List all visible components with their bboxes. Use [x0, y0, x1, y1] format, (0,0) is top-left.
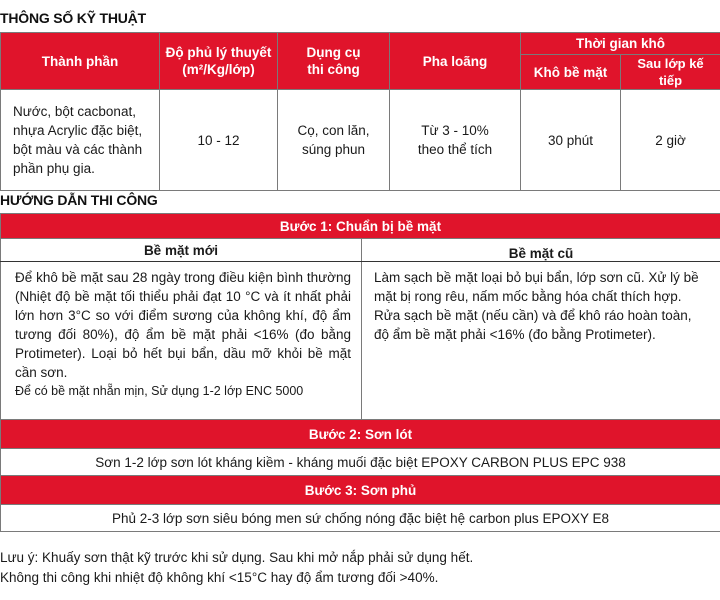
step3-text: Phủ 2-3 lớp sơn siêu bóng men sứ chống nóng đặc biệt hệ carbon plus EPOXY E8 [1, 505, 720, 532]
header-coverage: Độ phủ lý thuyết (m²/Kg/lớp) [160, 33, 278, 90]
header-surface-dry: Khô bề mặt [521, 55, 621, 90]
notes [0, 548, 720, 588]
note-line: Không thi công khi nhiệt độ không khí <15°C hay độ ẩm tương đối >40%. [0, 570, 439, 585]
cell-thinning: Từ 3 - 10% theo thể tích [390, 90, 521, 191]
new-surface-text: Để khô bề mặt sau 28 ngày trong điều kiện bình thường (Nhiệt độ bề mặt tối thiểu phải đạt 10 °C và ít nhất phải lớn hơn 3°C so với điểm sương của không khí, độ ẩm tương đối 80%), độ ẩm bề mặt phải <16% (đo bằng Protimeter). Loại bỏ hết bụi bẩn, dầu mỡ khỏi bề mặt cần sơn. Để có bề mặt nhẵn mịn, Sử dụng 1-2 lớp ENC 5000 [1, 262, 362, 420]
cell-recoat: 2 giờ [621, 90, 720, 191]
step1-title: Bước 1: Chuẩn bị bề mặt [1, 214, 720, 239]
header-thinning: Pha loãng [390, 33, 521, 90]
guide-title: HƯỚNG DẪN THI CÔNG [0, 192, 158, 208]
old-surface-heading: Bề mặt cũ [362, 239, 720, 262]
cell-surface-dry: 30 phút [521, 90, 621, 191]
guide-table [0, 213, 720, 532]
header-tools: Dụng cụ thi công [278, 33, 390, 90]
step2-title: Bước 2: Sơn lót [1, 420, 720, 449]
header-recoat: Sau lớp kế tiếp [621, 55, 720, 90]
step3-title: Bước 3: Sơn phủ [1, 476, 720, 505]
note-line: Lưu ý: Khuấy sơn thật kỹ trước khi sử dụng. Sau khi mở nắp phải sử dụng hết. [0, 550, 474, 565]
specs-table [0, 32, 720, 191]
header-component: Thành phần [1, 33, 160, 90]
specs-title: THÔNG SỐ KỸ THUẬT [0, 10, 146, 26]
cell-coverage: 10 - 12 [160, 90, 278, 191]
cell-component: Nước, bột cacbonat, nhựa Acrylic đặc biệt, bột màu và các thành phần phụ gia. [1, 90, 160, 191]
old-surface-text: Làm sạch bề mặt loại bỏ bụi bẩn, lớp sơn cũ. Xử lý bề mặt bị rong rêu, nấm mốc bằng hóa chất thích hợp. Rửa sạch bề mặt (nếu cần) và để khô ráo hoàn toàn, độ ẩm bề mặt phải <16% (đo bằng Protimeter). [362, 262, 720, 420]
header-drying-time: Thời gian khô [521, 33, 720, 55]
step2-text: Sơn 1-2 lớp sơn lót kháng kiềm - kháng muối đặc biệt EPOXY CARBON PLUS EPC 938 [1, 449, 720, 476]
new-surface-heading: Bề mặt mới [1, 239, 362, 262]
cell-tools: Cọ, con lăn, súng phun [278, 90, 390, 191]
